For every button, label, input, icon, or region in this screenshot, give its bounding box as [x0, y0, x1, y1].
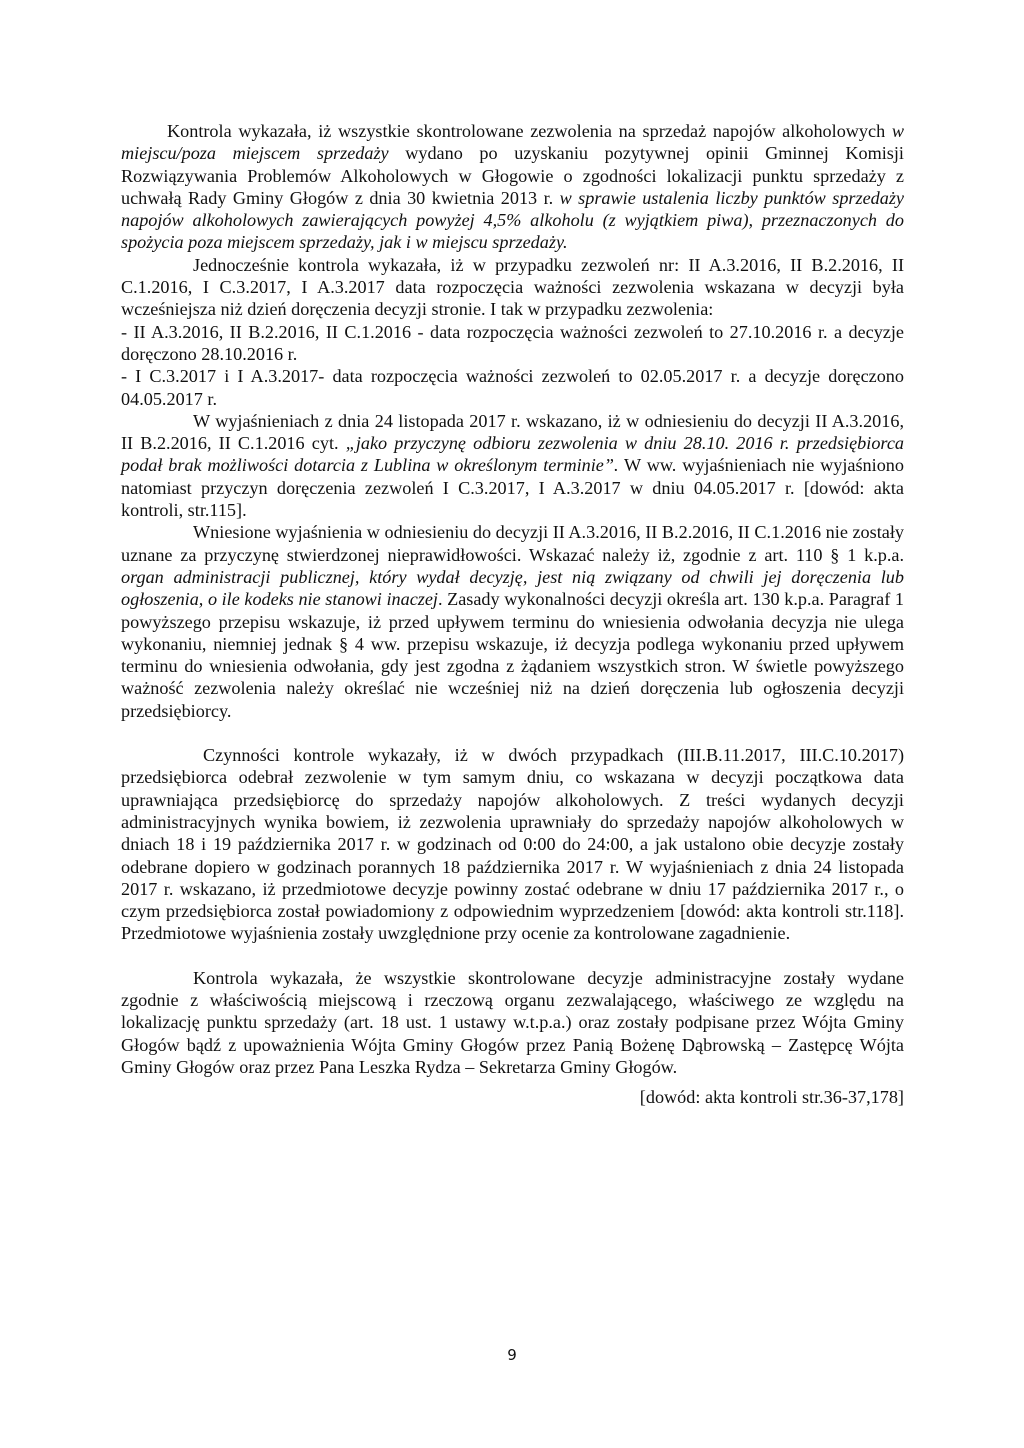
list-item-permits-2017: - I C.3.2017 i I A.3.2017- data rozpoczęcia ważności zezwoleń to 02.05.2017 r. a decyzje doręczono 04.05.2017 r.: [121, 366, 904, 409]
paragraph-explanations: [121, 410, 904, 521]
text-run: Kontrola wykazała, iż wszystkie skontrolowane zezwolenia na sprzedaż napojów alkoholowych: [167, 121, 892, 141]
paragraph-jurisdiction: Kontrola wykazała, że wszystkie skontrolowane decyzje administracyjne zostały wydane zgodnie z właściwością miejscową i rzeczową organu zezwalającego, właściwego ze względu na lokalizację punktu sprzedaży (art. 18 ust. 1 ustawy w.t.p.a.) oraz zostały podpisane przez Wójta Gminy Głogów bądź z upoważnienia Wójta Gminy Głogów przez Panią Bożenę Dąbrowską – Zastępcę Wójta Gminy Głogów oraz przez Pana Leszka Rydza – Sekretarza Gminy Głogów.: [121, 967, 904, 1077]
italic-quote: „jako przyczynę odbioru zezwolenia w dniu 28.10. 2016 r. przedsiębiorca podał brak możliwości dotarcia z Lublina w określonym terminie”.: [121, 433, 904, 476]
page-number: 9: [507, 1346, 517, 1364]
document-page: [121, 120, 904, 1108]
list-item-permits-2016: - II A.3.2016, II B.2.2016, II C.1.2016 - data rozpoczęcia ważności zezwoleń to 27.10.2016 r. a decyzje doręczono 28.10.2016 r.: [121, 321, 904, 364]
text-run: . Zasady wykonalności decyzji określa art. 130 k.p.a. Paragraf 1 powyższego przepisu wskazuje, iż przed upływem terminu do wniesienia odwołania decyzja nie ulega wykonaniu, niemniej jednak § 4 ww. przepisu wskazuje, iż decyzja podlega wykonaniu przed upływem terminu do wniesienia odwołania, gdy jest zgodna z żądaniem wszystkich stron. W świetle powyższego ważność zezwolenia należy określać nie wcześniej niż na dzień doręczenia lub ogłoszenia decyzji przedsiębiorcy.: [121, 589, 904, 721]
text-run: W ww. wyjaśnieniach nie wyjaśniono natomiast przyczyn doręczenia zezwoleń I C.3.2017, I A.3.2017 w dniu 04.05.2017 r. [dowód: akta kontroli, str.115].: [121, 455, 904, 521]
italic-run: w miejscu/poza miejscem sprzedaży: [121, 121, 904, 164]
paragraph-explanations-rejected: [121, 521, 904, 722]
text-run: wydano po uzyskaniu pozytywnej opinii Gminnej Komisji Rozwiązywania Problemów Alkoholowych w Głogowie o zgodności lokalizacji punktu sprzedaży z uchwałą Rady Gminy Głogów z dnia 30 kwietnia 2013 r.: [121, 143, 904, 208]
paragraph-permits-opinion: [121, 120, 904, 254]
evidence-reference: [dowód: akta kontroli str.36-37,178]: [639, 1087, 904, 1108]
paragraph-two-cases: Czynności kontrole wykazały, iż w dwóch przypadkach (III.B.11.2017, III.C.10.2017) przedsiębiorca odebrał zezwolenie w tym samym dniu, co wskazana w decyzji początkowa data uprawniająca przedsiębiorcę do sprzedaży napojów alkoholowych. Z treści wydanych decyzji administracyjnych wynika bowiem, iż zezwolenia uprawniały do sprzedaży napojów alkoholowych w dniach 18 i 19 października 2017 r. w godzinach od 0:00 do 24:00, a jak ustalono obie decyzje zostały odebrane dopiero w godzinach porannych 18 października 2017 r. W wyjaśnieniach z dnia 24 listopada 2017 r. wskazano, iż przedmiotowe decyzje powinny zostać odebrane w dniu 17 października 2017 r., o czym przedsiębiorca został powiadomiony z odpowiednim wyprzedzeniem [dowód: akta kontroli str.118]. Przedmiotowe wyjaśnienia zostały uwzględnione przy ocenie za kontrolowane zagadnienie.: [121, 745, 904, 944]
text-run: Wniesione wyjaśnienia w odniesieniu do decyzji II A.3.2016, II B.2.2016, II C.1.2016 nie zostały uznane za przyczynę stwierdzonej nieprawidłowości. Wskazać należy iż, zgodnie z art. 110 § 1 k.p.a.: [121, 522, 904, 565]
italic-resolution-title: w sprawie ustalenia liczby punktów sprzedaży napojów alkoholowych zawierających powyżej 4,5% alkoholu (z wyjątkiem piwa), przeznaczonych do spożycia poza miejscem sprzedaży, jak i w miejscu sprzedaży.: [121, 187, 904, 253]
text-run: W wyjaśnieniach z dnia 24 listopada 2017 r. wskazano, iż w odniesieniu do decyzji II A.3.2016, II B.2.2016, II C.1.2016 cyt.: [121, 410, 904, 454]
italic-legal-quote: organ administracji publicznej, który wydał decyzję, jest nią związany od chwili jej doręczenia lub ogłoszenia, o ile kodeks nie stanowi inaczej: [121, 566, 904, 610]
paragraph-validity-dates: Jednocześnie kontrola wykazała, iż w przypadku zezwoleń nr: II A.3.2016, II B.2.2016, II C.1.2016, I C.3.2017, I A.3.2017 data rozpoczęcia ważności zezwolenia wskazana w decyzji była wcześniejsza niż dzień doręczenia decyzji stronie. I tak w przypadku zezwolenia:: [121, 254, 904, 320]
